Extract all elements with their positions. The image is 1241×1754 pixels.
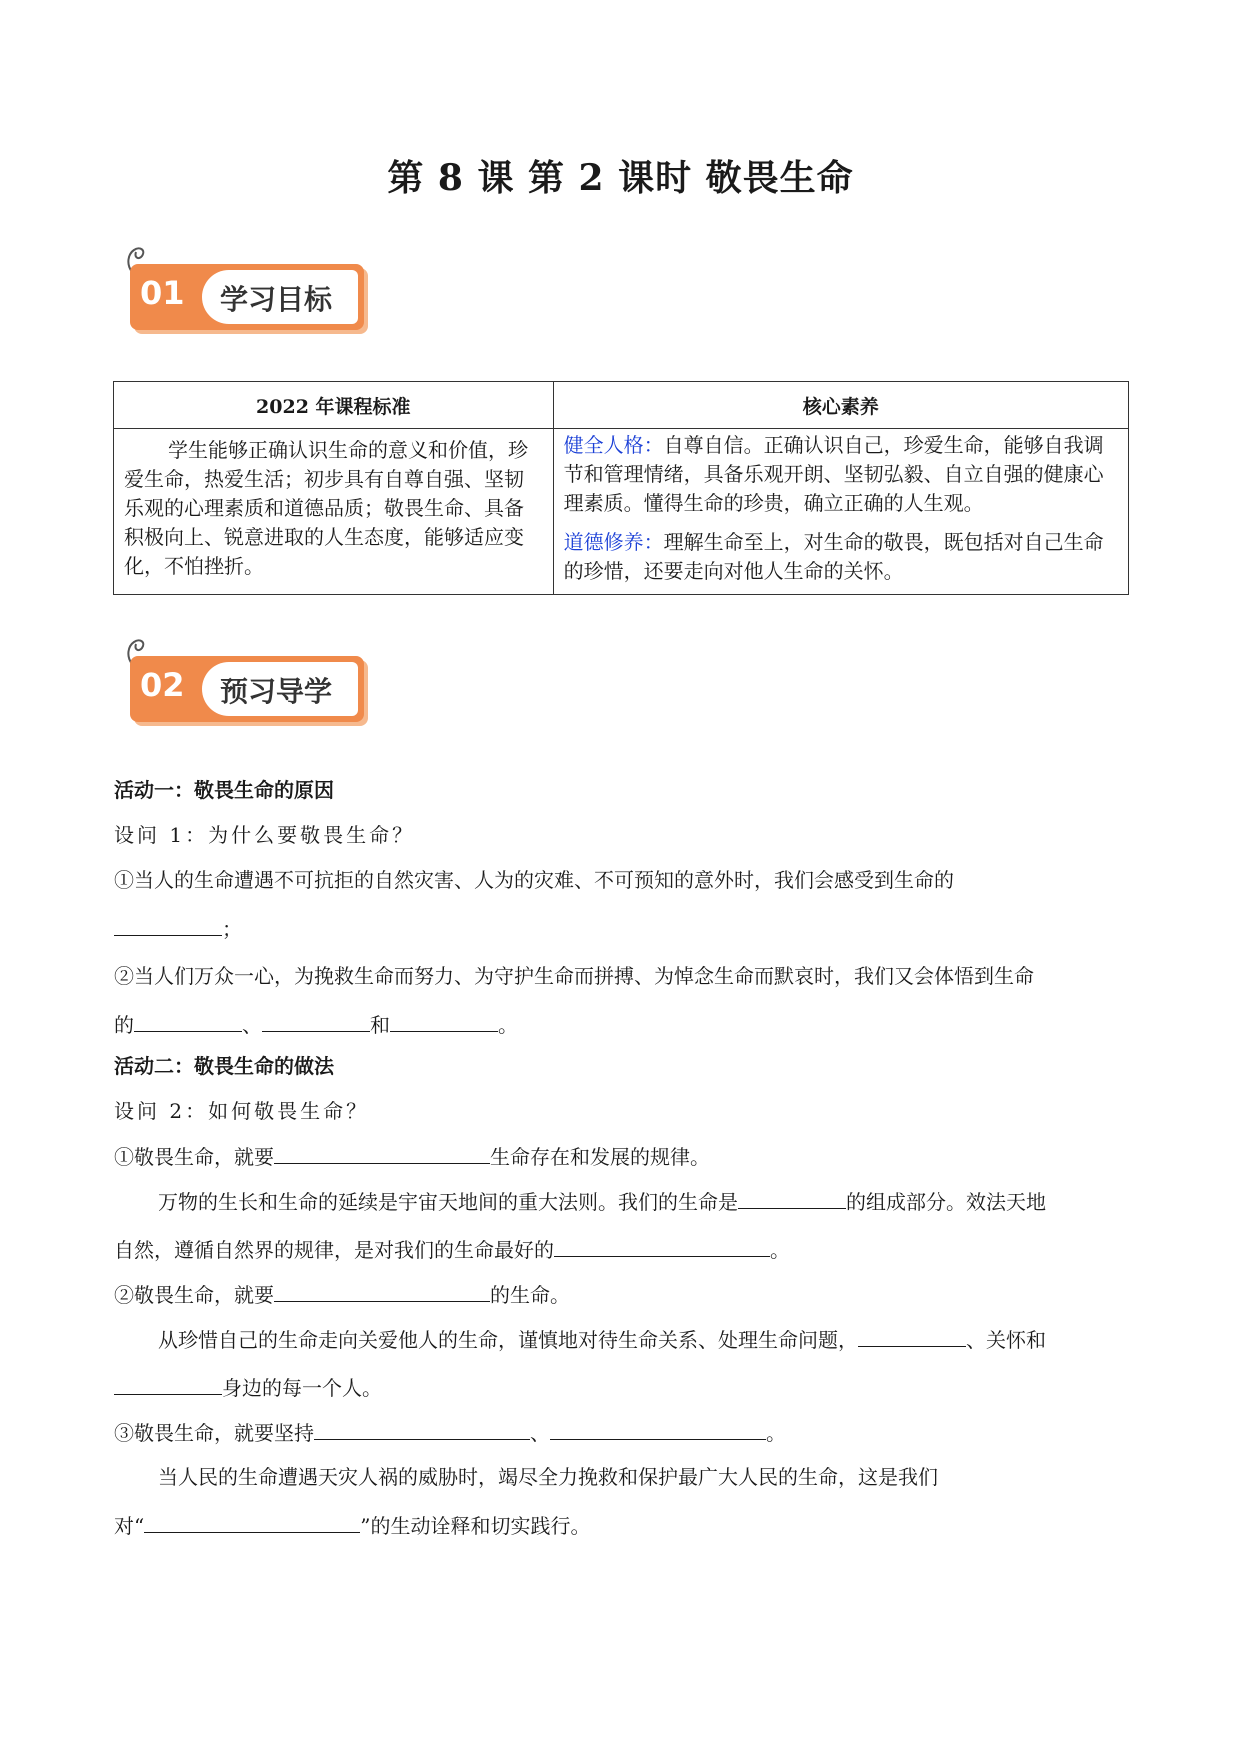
section-badge-preview [120,632,365,722]
fill-blank[interactable] [274,1279,490,1302]
fill-blank[interactable] [314,1417,530,1440]
table-row [114,429,1129,595]
core-cell [553,429,1128,595]
fill-blank[interactable] [274,1141,490,1164]
standard-text: 学生能够正确认识生命的意义和价值，珍爱生命，热爱生活；初步具有自尊自强、坚韧乐观的心理素质和道德品质；敬畏生命、具备积极向上、锐意进取的人生态度，能够适应变化，不怕挫折。 [124,438,528,578]
section-badge-objectives [120,240,365,330]
core-text-personality: 自尊自信。正确认识自己，珍爱生命，能够自我调节和管理情绪，具备乐观开朗、坚韧弘毅、自立自强的健康心理素质。懂得生命的珍贵，确立正确的人生观。 [563,433,1104,515]
activity2-p6: 当人民的生命遭遇天灾人祸的威胁时，竭尽全力挽救和保护最广大人民的生命，这是我们 [158,1465,938,1489]
core-text-morality: 理解生命至上，对生命的敬畏，既包括对自己生命的珍惜，还要走向对他人生命的关怀。 [563,530,1104,583]
fill-blank[interactable] [144,1510,360,1533]
fill-blank[interactable] [262,1009,370,1032]
activity2-question: 设问 2：如何敬畏生命？ [114,1099,370,1123]
core-label-personality: 健全人格： [563,433,664,457]
objectives-table [113,381,1129,595]
header-standard: 2022 年课程标准 [114,382,554,429]
table-header-row [114,382,1129,429]
fill-blank[interactable] [390,1009,498,1032]
fill-blank[interactable] [738,1186,846,1209]
section-number: 01 [140,274,185,312]
section-number: 02 [140,666,185,704]
fill-blank[interactable] [858,1324,966,1347]
activity1-item1: ①当人的生命遭遇不可抗拒的自然灾害、人为的灾难、不可预知的意外时，我们会感受到生命的 [114,868,954,892]
fill-blank[interactable] [114,1372,222,1395]
standard-cell [114,429,554,595]
fill-blank[interactable] [134,1009,242,1032]
activity1-heading: 活动一：敬畏生命的原因 [114,778,334,802]
activity1-item2: ②当人们万众一心，为挽救生命而努力、为守护生命而拼搏、为悼念生命而默哀时，我们又会体悟到生命 [114,964,1034,988]
worksheet-content: 活动一：敬畏生命的原因 设问 1：为什么要敬畏生命？ ①当人的生命遭遇不可抗拒的自然灾害、人为的灾难、不可预知的意外时，我们会感受到生命的 ； ②当人们万众一心，为挽救生命而努力、为守护生命而拼搏、为悼念生命而默哀时，我们又会体悟到生命 的 、 和 。 活动二：敬畏生命的做法 设问 2：如何敬畏生命？ ①敬畏生命，就要 生命存在和发展的规律。 万物的生长和生命的延续是宇宙天地间的重大法则。我们的生命是 的组成部分。效法天地 自然，遵循自然界的规律，是对我们的生命最好的 。 ②敬畏生命，就要 的生命。 从珍惜自己的生命走向关爱他人的生命，谨慎地对待生命关系、处理生命问题， 、关怀和 身边的每一个人。 ③敬畏生命，就要坚持 、 。 当人民的生命遭遇天灾人祸的威胁时，竭尽全力挽救和保护最广大人民的生命，这是我们 对“ ”的生动诠释和切实践行。 [114,775,1134,1541]
activity2-heading: 活动二：敬畏生命的做法 [114,1054,334,1078]
core-label-morality: 道德修养： [563,530,664,554]
fill-blank[interactable] [550,1417,766,1440]
fill-blank[interactable] [114,913,222,936]
header-core: 核心素养 [553,382,1128,429]
activity1-question: 设问 1：为什么要敬畏生命？ [114,823,416,847]
page-title: 第 8 课 第 2 课时 敬畏生命 [387,157,854,199]
section-label: 学习目标 [220,283,333,316]
section-label: 预习导学 [220,675,333,708]
fill-blank[interactable] [554,1234,770,1257]
